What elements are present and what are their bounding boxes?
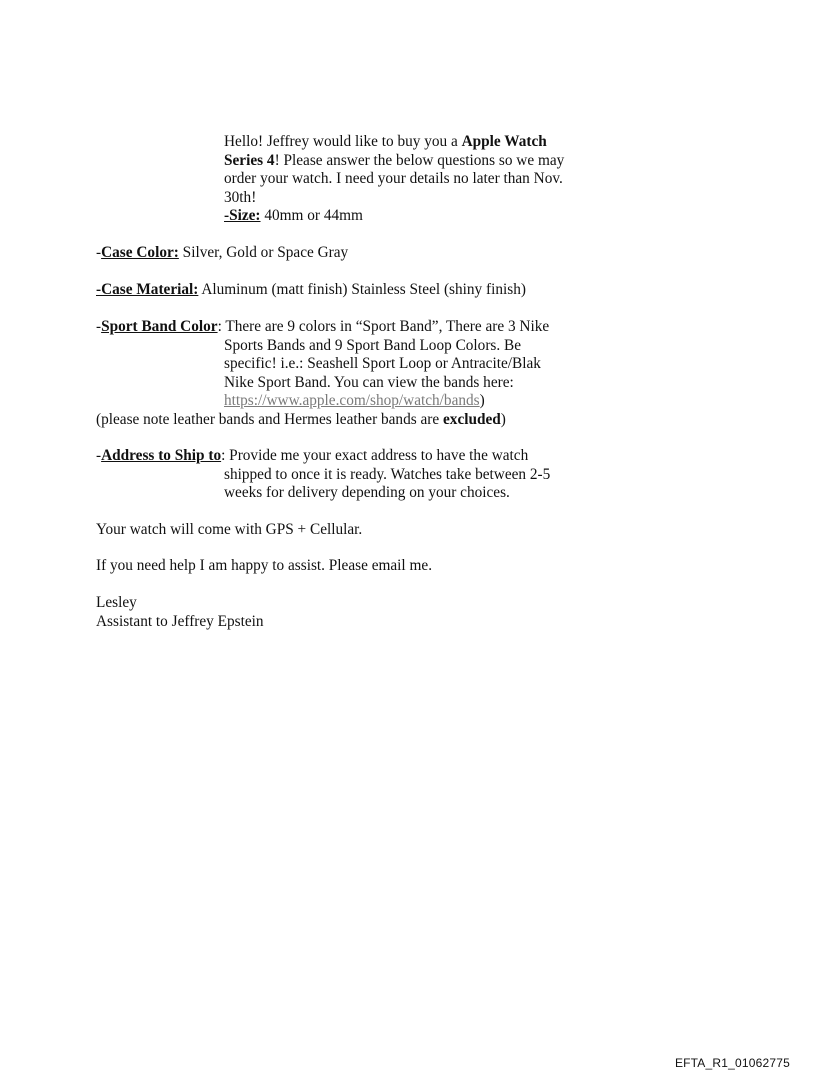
product-name-bold: Apple Watch (461, 133, 547, 150)
case-material-value: Aluminum (matt finish) Stainless Steel (shiny finish) (198, 281, 526, 298)
intro-text: order your watch. I need your details no later than Nov. (224, 170, 563, 187)
sport-band-section: -Sport Band Color: There are 9 colors in “Sport Band”, There are 3 Nike Sports Bands and 9 Sport Band Loop Colors. Be specific! i.e.: Seashell Sport Loop or Antracite/Blak Nike Sport Band. You can view the bands here: https://www.apple.com/shop/watch/bands) (please note leather bands and Hermes leather bands are excluded) (96, 318, 696, 429)
gps-cellular-line: Your watch will come with GPS + Cellular. (96, 521, 363, 538)
size-line (224, 207, 816, 226)
case-color-label: Case Color: (101, 244, 179, 261)
intro-text: Hello! Jeffrey would like to buy you a (224, 133, 462, 150)
address-text: weeks for delivery depending on your choices. (224, 484, 510, 501)
signature-title: Assistant to Jeffrey Epstein (96, 612, 264, 630)
help-line: If you need help I am happy to assist. Please email me. (96, 557, 433, 574)
exclusion-note: (please note leather bands and Hermes leather bands are (96, 410, 443, 428)
case-material-label: -Case Material: (96, 281, 199, 298)
sport-band-label: Sport Band Color (101, 318, 218, 335)
intro-paragraph (96, 133, 816, 226)
bands-link[interactable]: https://www.apple.com/shop/watch/bands (224, 392, 480, 409)
address-text: : Provide me your exact address to have the watch (221, 447, 529, 464)
document-id-footer: EFTA_R1_01062775 (674, 1056, 790, 1070)
size-label: -Size: (224, 207, 261, 224)
sport-band-text: : There are 9 colors in “Sport Band”, There are 3 Nike (217, 318, 550, 335)
address-section: -Address to Ship to: Provide me your exact address to have the watch shipped to once it is ready. Watches take between 2-5 weeks for delivery depending on your choices. (96, 447, 696, 503)
address-label: Address to Ship to (101, 447, 222, 464)
intro-text: ! Please answer the below questions so we may (274, 151, 565, 169)
size-value: 40mm or 44mm (260, 207, 363, 224)
signature (96, 594, 696, 631)
sport-band-text: Sports Bands and 9 Sport Band Loop Colors. Be (224, 336, 522, 354)
intro-text: 30th! (224, 188, 257, 206)
signature-name: Lesley (96, 594, 137, 611)
case-color-value: Silver, Gold or Space Gray (178, 244, 349, 261)
case-color-line: -Case Color: Silver, Gold or Space Gray (96, 244, 349, 261)
sport-band-text: Nike Sport Band. You can view the bands here: (224, 373, 514, 391)
address-text: shipped to once it is ready. Watches take between 2-5 (224, 465, 551, 483)
sport-band-text: specific! i.e.: Seashell Sport Loop or Antracite/Blak (224, 355, 541, 372)
excluded-bold: excluded (443, 410, 501, 428)
case-material-line (96, 281, 696, 300)
product-series-bold: Series 4 (224, 151, 275, 169)
